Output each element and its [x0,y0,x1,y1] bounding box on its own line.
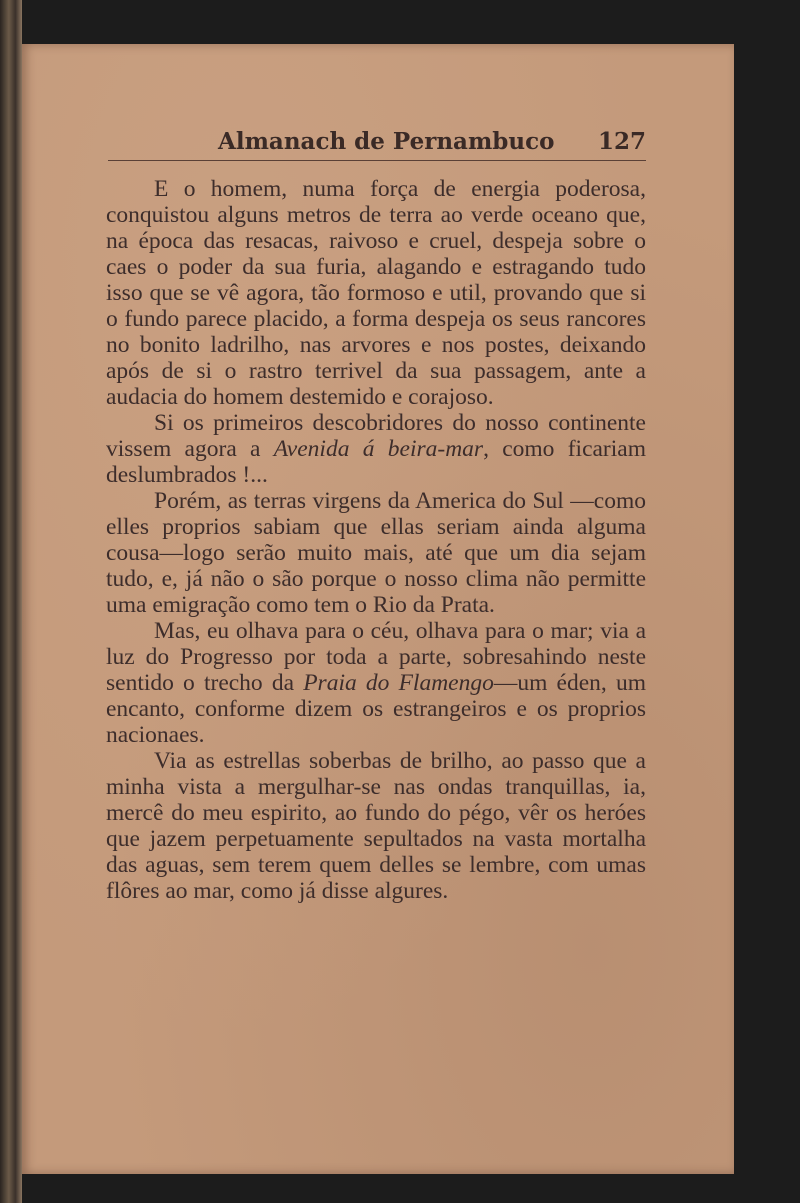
body-text [106,176,646,904]
paragraph [106,618,646,748]
paragraph [106,488,646,618]
running-title: Almanach de Pernambuco [218,128,555,155]
paragraph-text: Via as estrellas soberbas de brilho, ao passo que a minha vista a mergulhar-se nas ondas tranquillas, ia, mercê do meu espirito, ao fundo do pégo, vêr os heróes que jazem perpetuamente sepultados na vasta mortalha das aguas, sem terem quem delles se lembre, com umas flôres ao mar, como já disse algures. [106,748,646,904]
paragraph-text: —um éden, um encanto, conforme dizem os estrangeiros e os proprios nacionaes. [106,670,646,748]
page-header [108,124,646,161]
paragraph-text: E o homem, numa força de energia poderosa, conquistou alguns metros de terra ao verde oceano que, na época das resacas, raivoso e cruel, despeja sobre o caes o poder da sua furia, alagando e estragando tudo isso que se vê agora, tão formoso e util, provando que si o fundo parece placido, a forma despeja os seus rancores no bonito ladrilho, nas arvores e nos postes, deixando após de si o rastro terrivel da sua passagem, ante a audacia do homem destemido e corajoso. [106,176,646,410]
page-sheet [22,44,734,1174]
book-spine-edge [0,0,22,1203]
paragraph-text: , como ficariam deslumbrados !... [106,436,646,488]
paragraph-text: Si os primeiros descobridores do nosso continente vissem agora a [106,410,646,462]
paragraph [106,748,646,904]
page-number: 127 [597,128,646,155]
italic-place-name: Avenida á beira-mar [273,436,484,462]
paragraph-text: Mas, eu olhava para o céu, olhava para o mar; via a luz do Progresso por toda a parte, sobresahindo neste sentido o trecho da [106,618,646,696]
paragraph [106,176,646,410]
paragraph [106,410,646,488]
paragraph-text: Porém, as terras virgens da America do Sul —como elles proprios sabiam que ellas seriam ainda alguma cousa—logo serão muito mais, até que um dia sejam tudo, e, já não o são porque o nosso clima não permitte uma emigração como tem o Rio da Prata. [106,488,646,618]
italic-place-name: Praia do Flamengo [303,670,494,696]
